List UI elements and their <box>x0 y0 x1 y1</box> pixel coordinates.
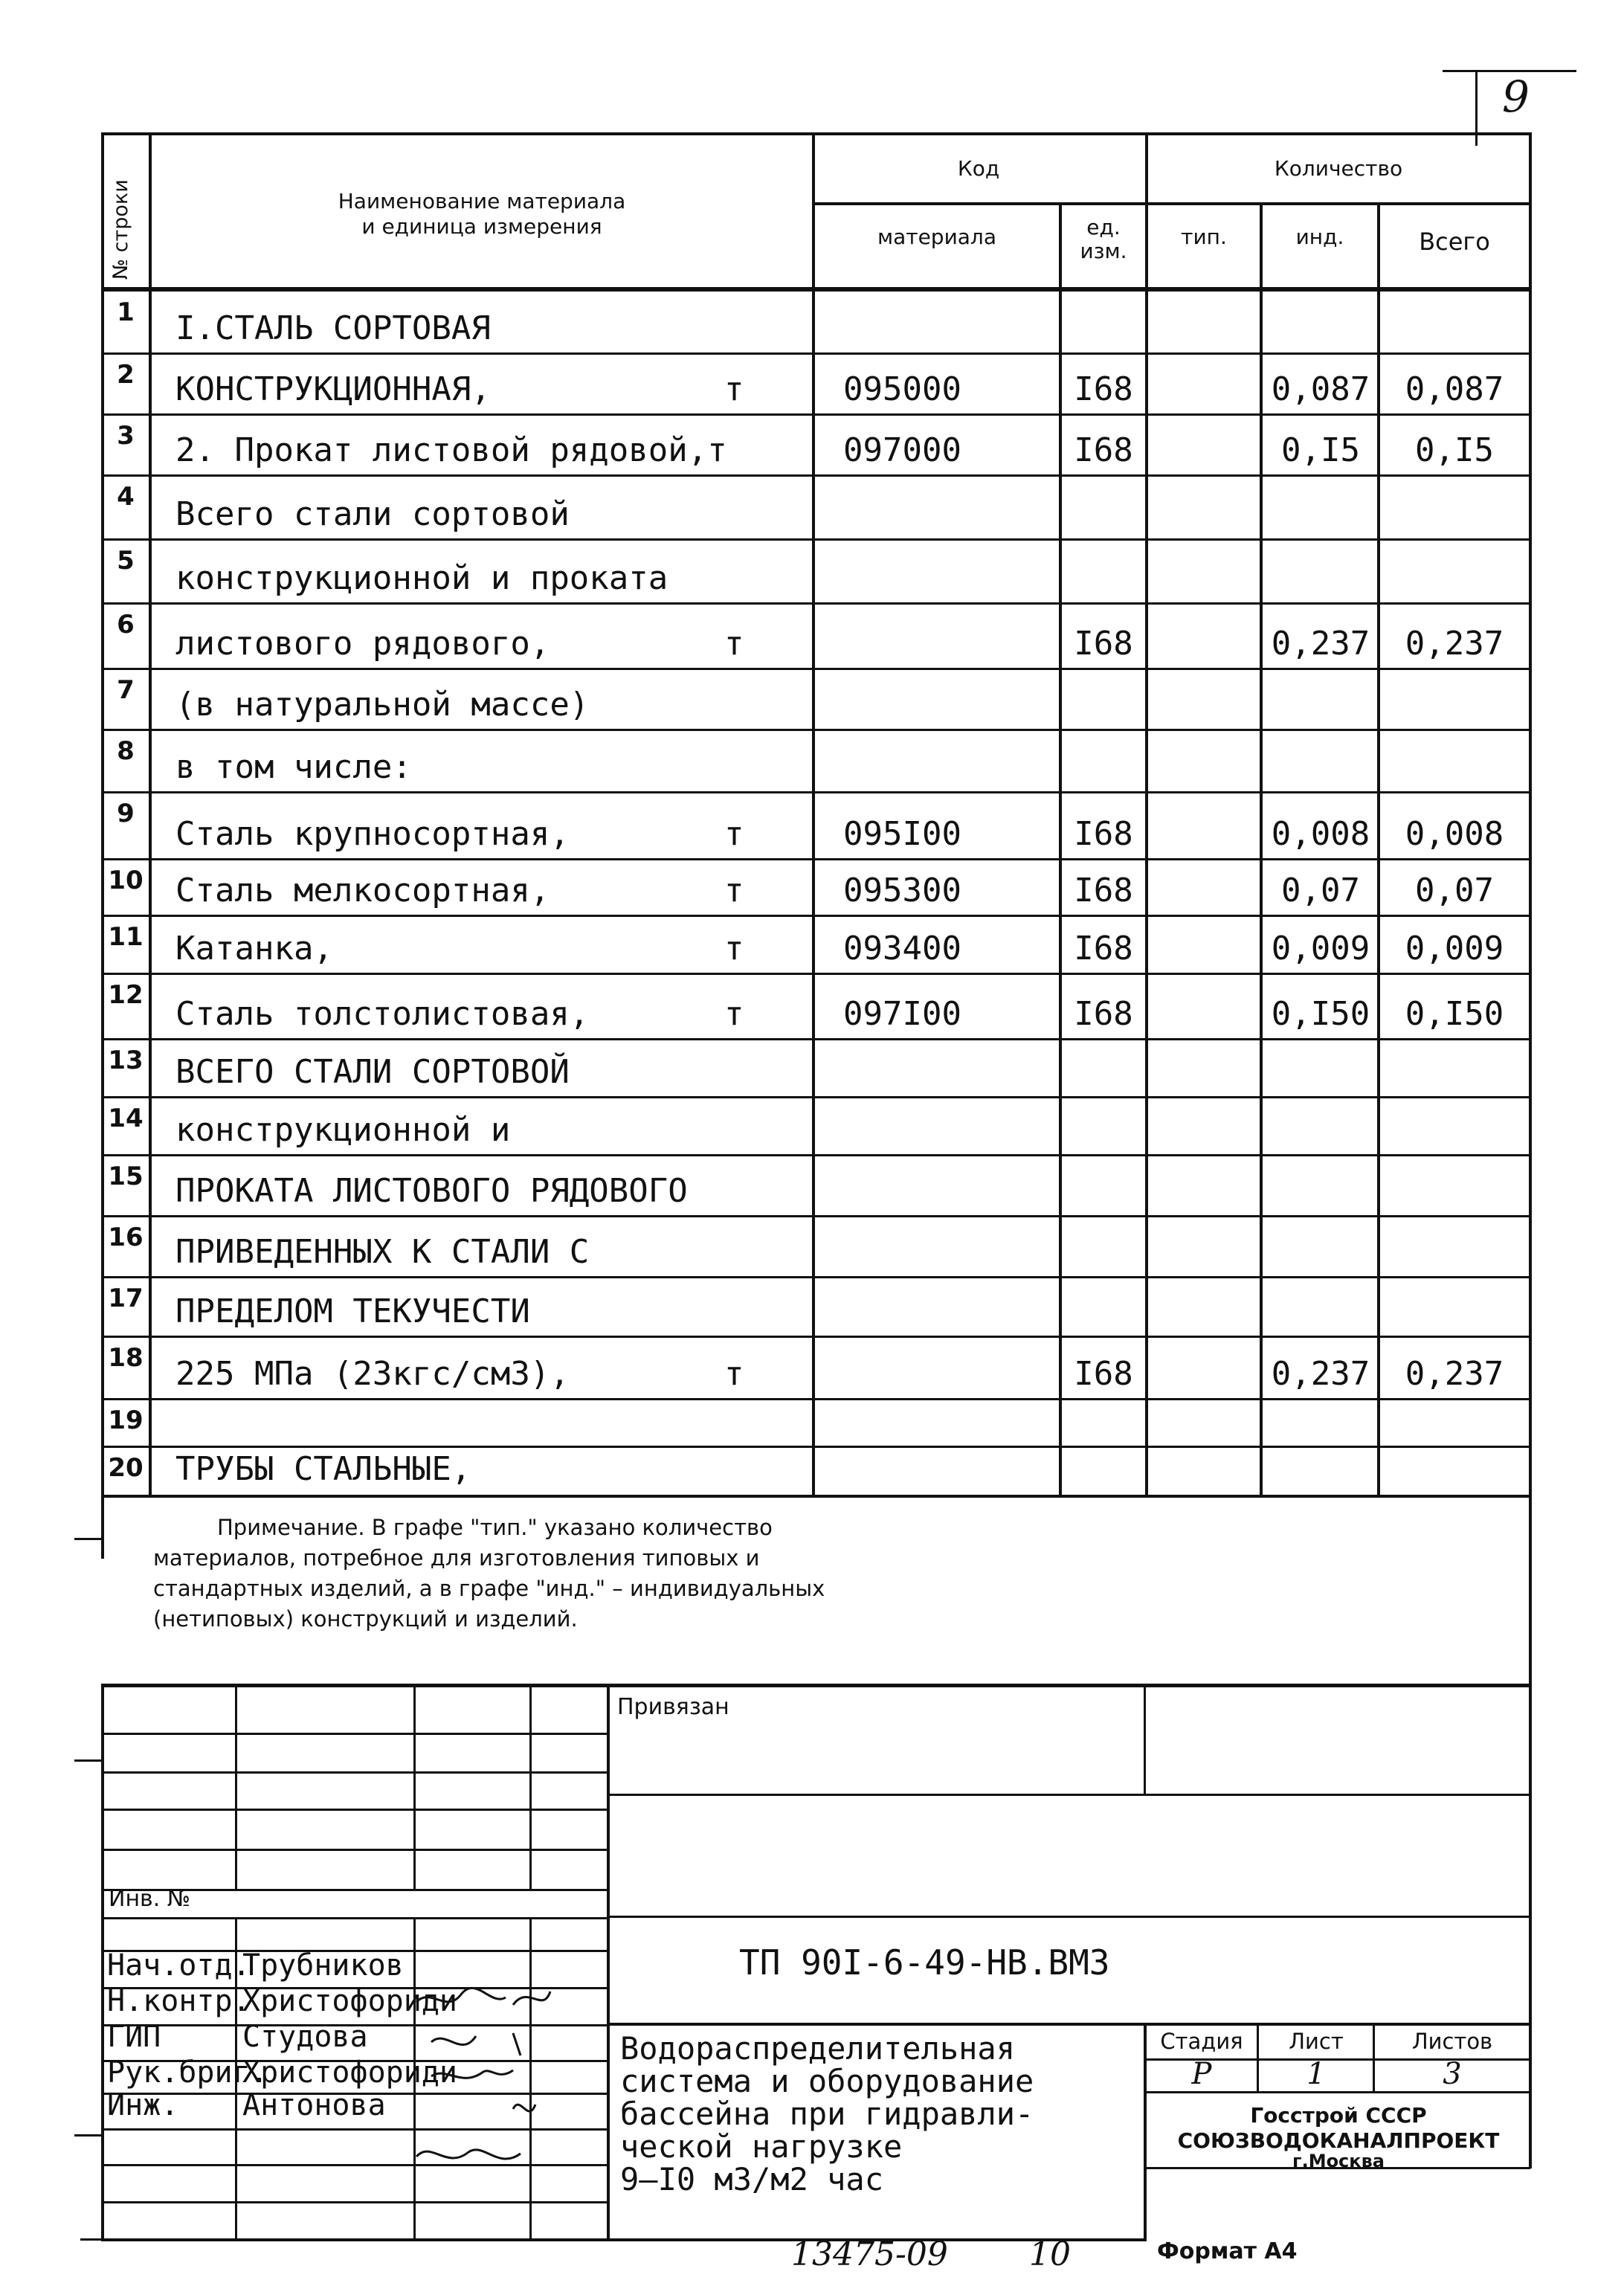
row-ind-qty: 0,087 <box>1271 370 1370 408</box>
row-number: 7 <box>117 675 135 705</box>
stamp-grid-h6 <box>101 1917 607 1919</box>
row-ind-qty: 0,009 <box>1271 930 1370 967</box>
stamp-col1-upper <box>235 1685 237 1890</box>
row-number: 4 <box>117 482 135 512</box>
row-separator <box>101 1276 1532 1278</box>
header-material: материала <box>877 225 996 249</box>
footer-num2: 10 <box>1029 2235 1071 2273</box>
margin-tick-4 <box>80 2238 103 2241</box>
inv-label: Инв. № <box>109 1886 191 1912</box>
row-unit-letter: т <box>724 930 744 967</box>
stamp-col3-upper <box>529 1685 532 1890</box>
sheet-label: Лист <box>1289 2029 1344 2054</box>
row-ind-qty: 0,008 <box>1271 815 1370 853</box>
row-name: Сталь крупносортная, <box>175 815 570 853</box>
row-ind-qty: 0,I50 <box>1271 995 1370 1033</box>
col-line-num <box>149 132 152 1496</box>
row-number: 1 <box>117 297 135 327</box>
row-separator <box>101 1154 1532 1156</box>
role-label: Рук.бриг. <box>107 2055 268 2090</box>
row-separator <box>101 474 1532 477</box>
row-material-code: 093400 <box>843 930 961 967</box>
document-code: ТП 90I-6-49-НВ.ВМ3 <box>739 1942 1110 1983</box>
org-line-3: г.Москва <box>1292 2151 1385 2171</box>
row-name: ПРОКАТА ЛИСТОВОГО РЯДОВОГО <box>175 1172 688 1210</box>
table-body-bottom <box>101 1495 1532 1498</box>
row-number: 18 <box>108 1343 144 1373</box>
margin-tick-2 <box>74 1759 104 1762</box>
role-label: Н.контр. <box>107 1984 251 2018</box>
title-line-5: 9–I0 м3/м2 час <box>620 2161 884 2197</box>
col-line-name <box>812 132 815 1496</box>
row-number: 14 <box>108 1104 144 1133</box>
row-unit-code: I68 <box>1074 930 1133 967</box>
row-number: 6 <box>117 610 135 640</box>
header-bottom-line <box>101 287 1532 292</box>
role-person-name: Христофориди <box>242 1984 457 2018</box>
row-name: ПРЕДЕЛОМ ТЕКУЧЕСТИ <box>175 1292 530 1330</box>
note-line-4: (нетиповых) конструкций и изделий. <box>153 1606 578 1632</box>
stamp-grid-h1 <box>101 1733 607 1735</box>
title-line-1: Водораспределительная <box>620 2030 1016 2067</box>
header-total: Всего <box>1419 228 1490 256</box>
row-number: 13 <box>108 1046 144 1075</box>
row-name: Сталь толстолистовая, <box>175 995 590 1033</box>
sheet-value: 1 <box>1306 2057 1326 2091</box>
row-number: 20 <box>108 1453 144 1483</box>
row-number: 9 <box>117 799 135 828</box>
role-person-name: Антонова <box>242 2088 386 2122</box>
row-separator <box>101 1336 1532 1338</box>
row-separator <box>101 352 1532 355</box>
col-line-unit <box>1145 132 1148 1496</box>
row-name: ПРИВЕДЕННЫХ К СТАЛИ С <box>175 1233 590 1271</box>
row-material-code: 095I00 <box>843 815 961 853</box>
row-separator <box>101 668 1532 670</box>
row-separator <box>101 1398 1532 1400</box>
row-material-code: 097I00 <box>843 995 961 1033</box>
row-number: 5 <box>117 546 135 576</box>
row-material-code: 095000 <box>843 370 961 408</box>
row-separator <box>101 1446 1532 1448</box>
row-number: 19 <box>108 1405 144 1435</box>
privyazan-label: Привязан <box>617 1694 729 1720</box>
row-name: (в натуральной массе) <box>175 686 590 724</box>
row-separator <box>101 1215 1532 1217</box>
row-number: 8 <box>117 736 135 766</box>
row-number: 16 <box>108 1223 144 1252</box>
frame-top <box>101 132 1532 135</box>
header-quantity: Количество <box>1274 156 1403 181</box>
sheets-value: 3 <box>1443 2057 1462 2091</box>
row-total-qty: 0,009 <box>1405 930 1504 967</box>
row-name: ТРУБЫ СТАЛЬНЫЕ, <box>175 1450 471 1488</box>
row-ind-qty: 0,237 <box>1271 1355 1370 1393</box>
row-name: конструкционной и <box>175 1111 511 1149</box>
row-separator <box>101 915 1532 917</box>
role-label: Нач.отд. <box>107 1948 251 1983</box>
header-mid-line <box>812 202 1529 205</box>
header-row-no <box>104 132 149 287</box>
row-unit-code: I68 <box>1074 370 1133 408</box>
stamp-grid-h4 <box>101 1849 607 1851</box>
row-unit-letter: т <box>724 370 744 408</box>
row-unit-letter: т <box>724 815 744 853</box>
row-total-qty: 0,008 <box>1405 815 1504 853</box>
header-ind: инд. <box>1295 225 1344 249</box>
row-name: Сталь мелкосортная, <box>175 872 550 909</box>
row-separator <box>101 791 1532 793</box>
stage-value: Р <box>1191 2057 1212 2091</box>
row-separator <box>101 602 1532 605</box>
row-name: 225 МПа (23кгс/см3), <box>175 1355 570 1393</box>
header-code: Код <box>957 156 1000 181</box>
row-total-qty: 0,I50 <box>1405 995 1504 1033</box>
row-name: ВСЕГО СТАЛИ СОРТОВОЙ <box>175 1053 570 1091</box>
row-total-qty: 0,087 <box>1405 370 1504 408</box>
row-material-code: 097000 <box>843 431 961 469</box>
header-row-no-label: № строки <box>109 179 132 280</box>
row-name: Катанка, <box>175 930 333 967</box>
row-unit-letter: т <box>724 625 744 663</box>
stamp-privyazan-divider <box>1144 1685 1146 1795</box>
stamp-code-top <box>607 1916 1530 1918</box>
row-unit-letter: т <box>724 995 744 1033</box>
stamp-top <box>101 1684 1532 1687</box>
stamp-right <box>1529 1559 1532 2168</box>
title-line-2: система и оборудование <box>620 2063 1034 2099</box>
row-separator <box>101 1038 1532 1040</box>
row-number: 15 <box>108 1162 144 1191</box>
row-name: листового рядового, <box>175 625 550 663</box>
role-person-name: Христофориди <box>242 2055 457 2090</box>
row-unit-code: I68 <box>1074 431 1133 469</box>
row-number: 3 <box>117 421 135 451</box>
org-line-1: Госстрой СССР <box>1250 2103 1427 2128</box>
row-number: 10 <box>108 866 144 895</box>
row-name: Всего стали сортовой <box>175 495 570 533</box>
stamp-grid-h3 <box>101 1809 607 1811</box>
row-number: 12 <box>108 980 144 1010</box>
row-unit-code: I68 <box>1074 995 1133 1033</box>
row-material-code: 095300 <box>843 872 961 909</box>
row-unit-code: I68 <box>1074 1355 1133 1393</box>
row-ind-qty: 0,I5 <box>1281 431 1360 469</box>
signatures-drawing <box>402 1984 669 2207</box>
row-total-qty: 0,I5 <box>1415 431 1494 469</box>
stamp-code-bottom <box>607 2023 1530 2026</box>
row-total-qty: 0,07 <box>1415 872 1494 909</box>
row-number: 2 <box>117 360 135 390</box>
org-line-2: СОЮЗВОДОКАНАЛПРОЕКТ <box>1177 2128 1500 2153</box>
sheets-label: Листов <box>1411 2029 1493 2054</box>
row-ind-qty: 0,237 <box>1271 625 1370 663</box>
frame-right <box>1529 132 1532 1559</box>
note-line-1: Примечание. В графе "тип." указано количество <box>217 1515 773 1540</box>
row-separator <box>101 413 1532 416</box>
row-total-qty: 0,237 <box>1405 625 1504 663</box>
margin-tick-3 <box>74 2134 104 2137</box>
stamp-bottom-left <box>101 2238 607 2241</box>
row-name: КОНСТРУКЦИОННАЯ, <box>175 370 491 408</box>
stage-values-line <box>1144 2091 1530 2093</box>
row-unit-code: I68 <box>1074 872 1133 909</box>
stamp-col2-upper <box>413 1685 416 1890</box>
stage-label: Стадия <box>1160 2029 1243 2054</box>
row-unit-letter: т <box>724 872 744 909</box>
title-line-3: бассейна при гидравли- <box>620 2096 1034 2132</box>
stage-col-2 <box>1373 2024 1375 2093</box>
row-name: I.СТАЛЬ СОРТОВАЯ <box>175 309 491 347</box>
role-person-name: Студова <box>242 2020 368 2054</box>
role-label: Инж. <box>107 2088 179 2122</box>
page-number: 9 <box>1502 71 1530 122</box>
stage-col-1 <box>1257 2024 1259 2093</box>
row-unit-code: I68 <box>1074 815 1133 853</box>
row-separator <box>101 973 1532 975</box>
row-number: 17 <box>108 1284 144 1313</box>
row-total-qty: 0,237 <box>1405 1355 1504 1393</box>
role-person-name: Трубников <box>242 1948 404 1983</box>
role-label: ГИП <box>107 2020 161 2054</box>
format-label: Формат А4 <box>1157 2238 1298 2264</box>
row-name: в том числе: <box>175 748 412 786</box>
note-line-3: стандартных изделий, а в графе "инд." – индивидуальных <box>153 1576 825 1601</box>
footer-number: 13475-09 <box>791 2235 948 2273</box>
header-unit: ед. изм. <box>1080 215 1127 263</box>
row-separator <box>101 538 1532 541</box>
row-number: 11 <box>108 922 144 952</box>
col-line-typ <box>1260 204 1263 1496</box>
header-typ: тип. <box>1181 225 1227 249</box>
row-separator <box>101 1096 1532 1098</box>
row-unit-letter: т <box>724 1355 744 1393</box>
margin-tick-1 <box>74 1538 104 1540</box>
row-name: 2. Прокат листовой рядовой,т <box>175 431 727 469</box>
title-line-4: ческой нагрузке <box>620 2128 903 2165</box>
stamp-grid-h2 <box>101 1771 607 1774</box>
stamp-privyazan-bottom <box>607 1794 1530 1796</box>
row-separator <box>101 858 1532 860</box>
row-ind-qty: 0,07 <box>1281 872 1360 909</box>
row-unit-code: I68 <box>1074 625 1133 663</box>
stamp-left <box>101 1684 104 2241</box>
header-name: Наименование материала и единица измерения <box>338 189 626 239</box>
row-separator <box>101 729 1532 731</box>
note-line-2: материалов, потребное для изготовления типовых и <box>153 1545 760 1571</box>
row-name: конструкционной и проката <box>175 559 668 597</box>
